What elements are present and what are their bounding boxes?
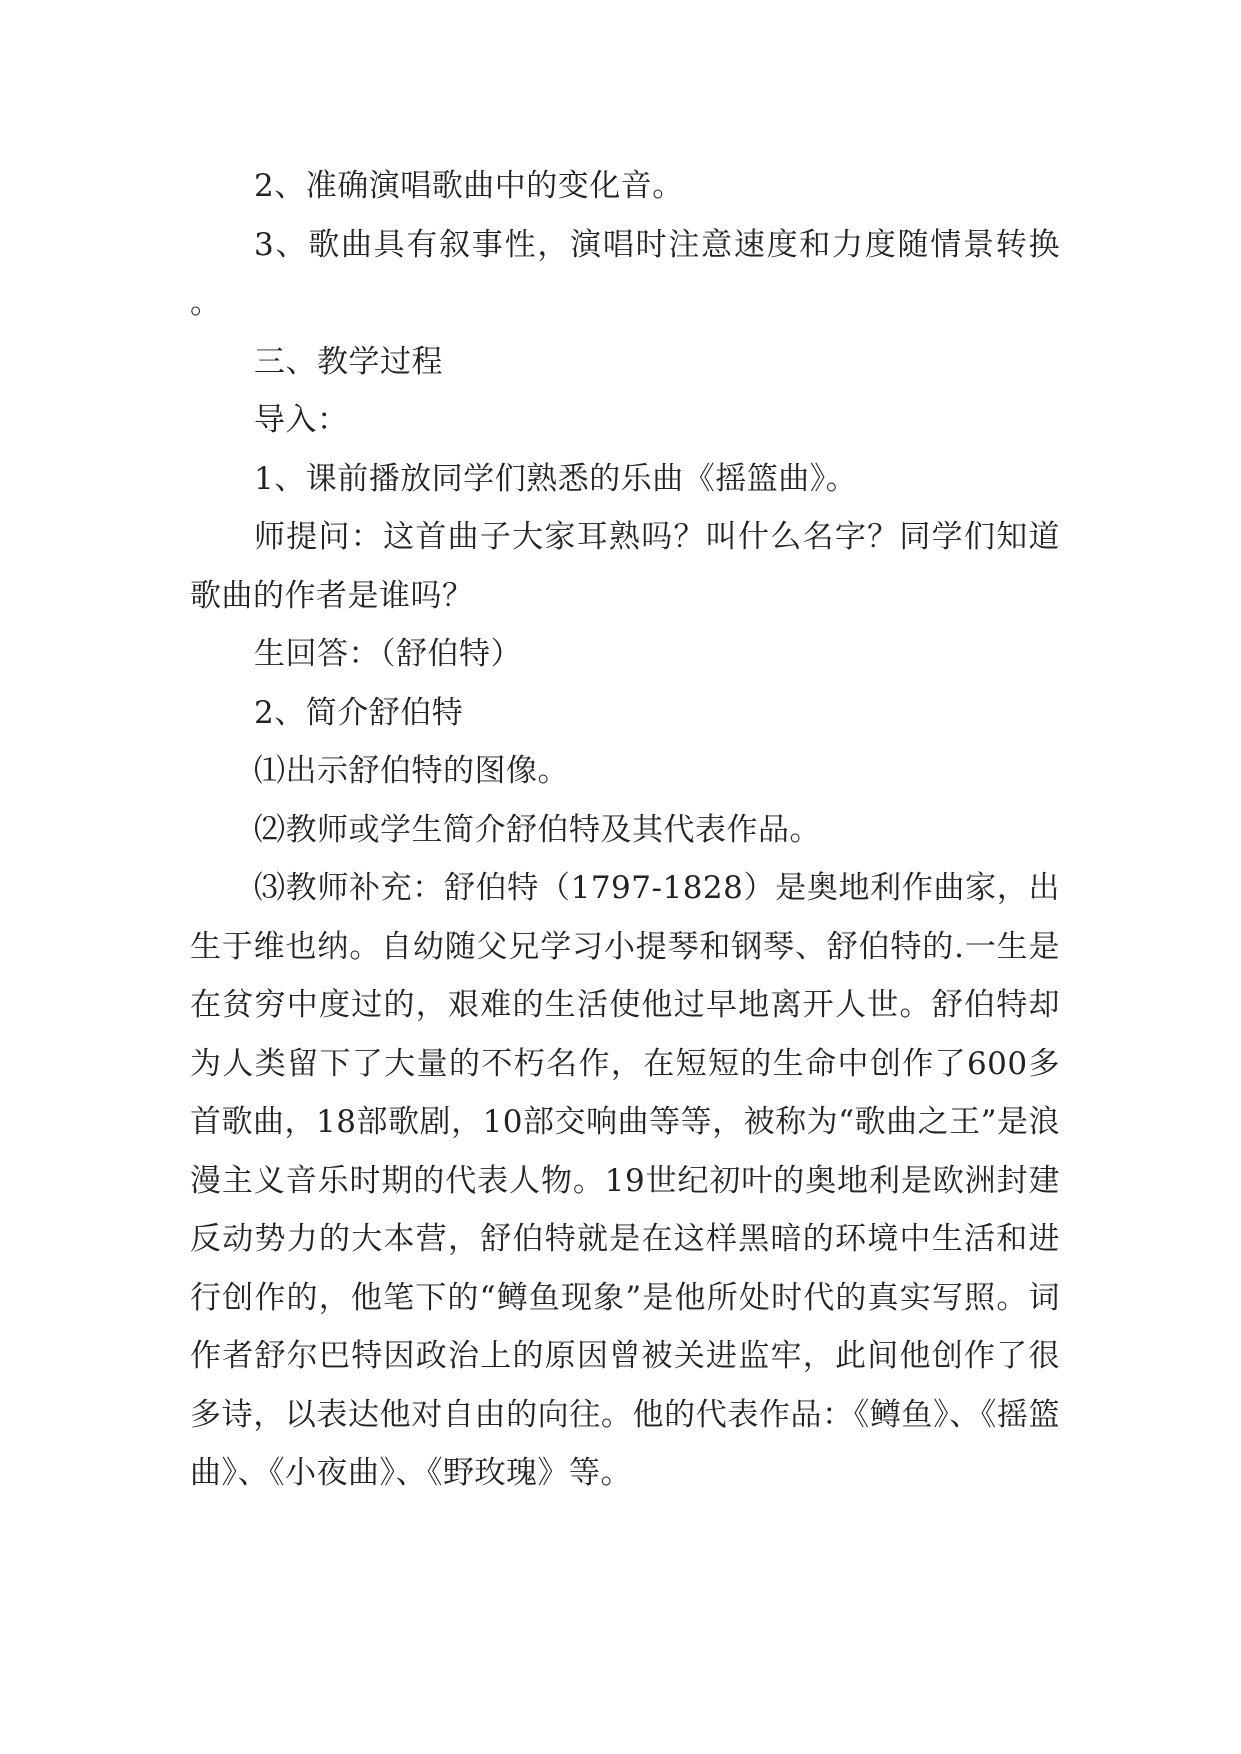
subheading-introduction: 导入： (254, 402, 349, 438)
paragraph-objective-2: 2、准确演唱歌曲中的变化音。 (254, 168, 684, 204)
paragraph-objective-3: 3、歌曲具有叙事性，演唱时注意速度和力度随情景转换。 (190, 226, 1060, 321)
paragraph-play-lullaby: 1、课前播放同学们熟悉的乐曲《摇篮曲》。 (254, 460, 858, 497)
paragraph-student-answer: 生回答：（舒伯特） (254, 636, 522, 672)
paragraph-teacher-supplement: ⑶教师补充：舒伯特（1797-1828）是奥地利作曲家，出生于维也纳。自幼随父兄学习小提琴和钢琴、舒伯特的.一生是在贫穷中度过的，艰难的生活使他过早地离开人世。舒伯特却为人类留下了大量的不朽名作，在短短的生命中创作了600多首歌曲，18部歌剧，10部交响曲等等，被称为“歌曲之王”是浪漫主义音乐时期的代表人物。19世纪初叶的奥地利是欧洲封建反动势力的大本营，舒伯特就是在这样黑暗的环境中生活和进行创作的，他笔下的“鳟鱼现象”是他所处时代的真实写照。词作者舒尔巴特因政治上的原因曾被关进监牢，此间他创作了很多诗，以表达他对自由的向往。他的代表作品：《鳟鱼》、《摇篮曲》、《小夜曲》、《野玫瑰》等。 (190, 870, 1060, 1491)
paragraph-teacher-question: 师提问：这首曲子大家耳熟吗？叫什么名字？同学们知道歌曲的作者是谁吗？ (190, 519, 1060, 614)
section-heading-teaching-process: 三、教学过程 (254, 343, 443, 380)
paragraph-show-portrait: ⑴出示舒伯特的图像。 (254, 753, 569, 789)
paragraph-introduce-works: ⑵教师或学生简介舒伯特及其代表作品。 (254, 811, 821, 848)
document-body (190, 157, 1060, 1503)
paragraph-introduce-schubert: 2、简介舒伯特 (254, 694, 464, 731)
